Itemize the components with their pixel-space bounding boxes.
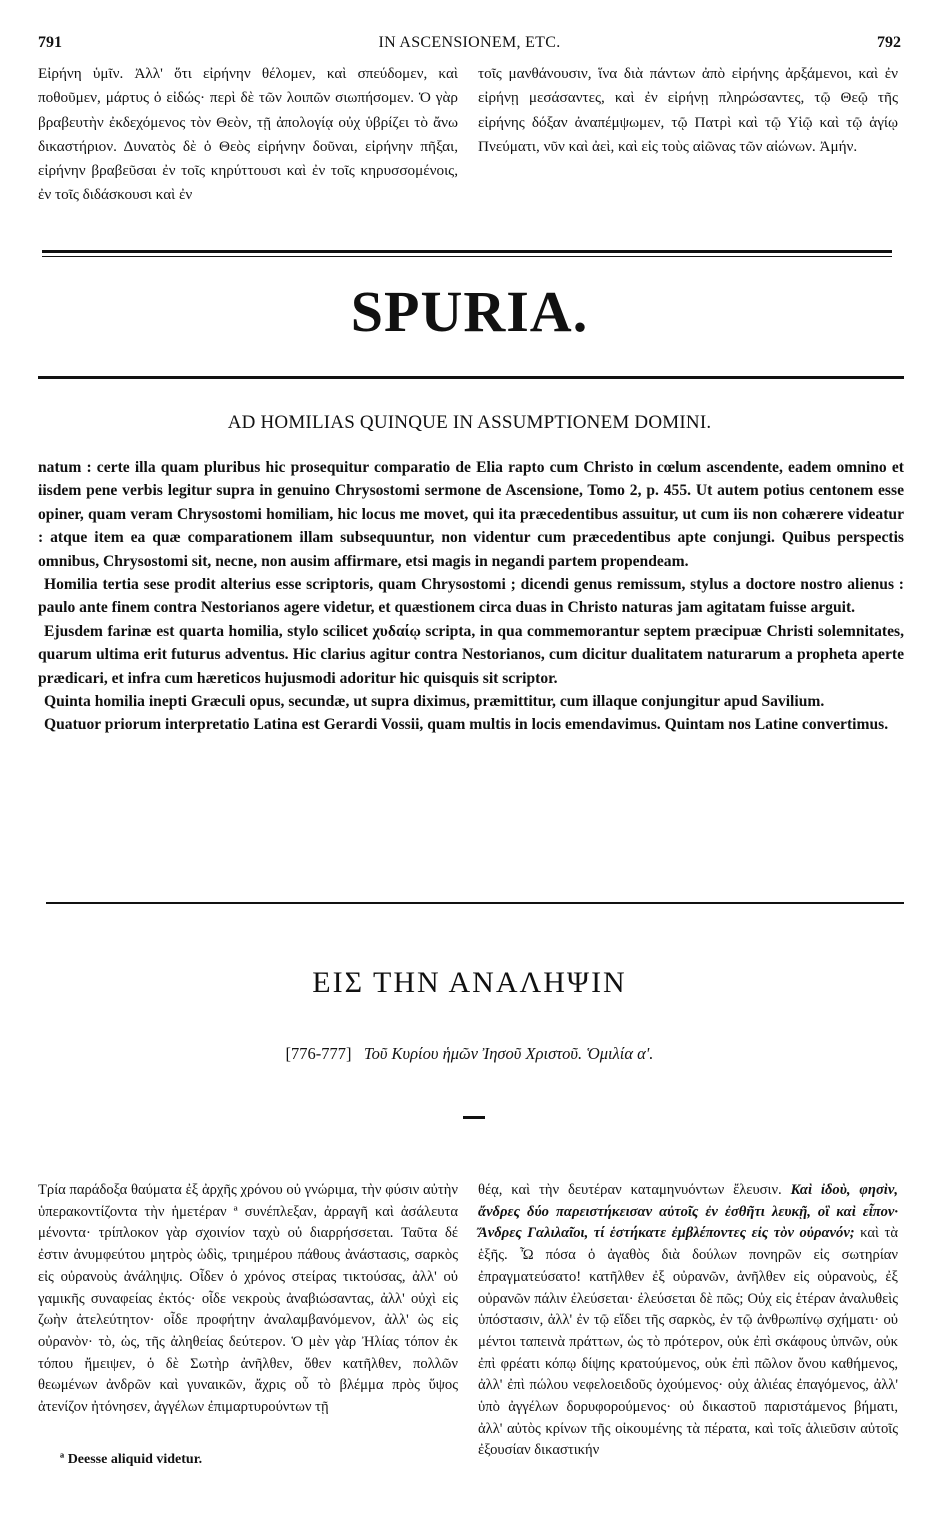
scripture-quote: Καὶ ἰδοὺ, φησὶν, ἄνδρες δύο παρειστήκεισαν αὐτοῖς ἐν ἐσθῆτι λευκῇ, οἳ καὶ εἶπον· Ἄνδρες Γαλιλαῖοι, τί ἑστήκατε ἐμβλέποντες εἰς τὸν οὐρανόν;	[478, 1182, 898, 1242]
bottom-right-column	[478, 1180, 898, 1462]
homily-subtitle-text: Τοῦ Κυρίου ἡμῶν Ἰησοῦ Χριστοῦ. Ὁμιλία α'.	[363, 1044, 654, 1063]
bottom-right-text-start: θέᾳ, καὶ τὴν δευτέραν καταμηνυόντων ἔλευσιν.	[478, 1182, 791, 1198]
section-title: SPURIA.	[350, 279, 589, 344]
bottom-left-text: Τρία παράδοξα θαύματα ἐξ ἀρχῆς χρόνου οὐ γνώριμα, τὴν φύσιν αὐτὴν ὑπερακοντίζοντα τὴν ἡμετέραν ª συνέπλεξαν, ἀρραγῆ καὶ ἀσάλευτα μένοντα· τρίπλοκον γὰρ σχοινίον ταχὺ οὐ διαρρήσσεται. Ταῦτα δέ ἐστιν ἀνυμφεύτου μητρὸς ὠδὶς, τριημέρου πάθους ἀνάστασις, σαρκὸς εἰς οὐρανοὺς ἀνάληψις. Οἶδεν ὁ χρόνος στείρας τικτούσας, ἀλλ' οὐ γαμικῆς συναφείας ἐκτός· οἶδε νεκροὺς ἀναβιώσαντας, ἀλλ' οὐχὶ εἰς ζωὴν ἀτελεύτητον· οἶδε προφήτην ἀναλαμβανόμενον, ἀλλ' ὡς εἰς οὐρανὸν· τὸ, ὡς, τῆς ἀληθείας δεύτερον. Ὁ μὲν γὰρ Ἠλίας τόπον ἐκ τόπου ἤμειψεν, ὁ δὲ Σωτὴρ ἀνῆλθεν, ὅθεν κατῆλθεν, πολλῶν θεωμένων ἀνδρῶν καὶ γυναικῶν, ἄχρις οὗ τὸ βλέμμα πρὸς ὕψος ἀτενίζον ἠτόνησεν, ἀγγέλων ἐπιμαρτυρούντων τῇ	[38, 1182, 458, 1416]
latin-paragraph: Homilia tertia sese prodit alterius esse scriptoris, quam Chrysostomi ; dicendi genus remissum, stylus a doctore nostro alienus : paulo ante finem contra Nestorianos agere videtur, et quæstionem circa duas in Christo naturas jam agitatam fuisse arguit.	[38, 576, 904, 617]
footnote: ª Deesse aliquid videtur.	[60, 1452, 203, 1467]
top-right-text: τοῖς μανθάνουσιν, ἵνα διὰ πάντων ἀπὸ εἰρήνης ἀρξάμενοι, καὶ ἐν εἰρήνῃ μεσάσαντες, καὶ ἐν εἰρήνῃ πληρώσαντες, τῷ Θεῷ τῆς εἰρήνης δόξαν ἀναπέμψωμεν, τῷ Πατρὶ καὶ τῷ Υἱῷ καὶ τῷ ἁγίῳ Πνεύματι, νῦν καὶ ἀεὶ, καὶ εἰς τοὺς αἰῶνας τῶν αἰώνων. Ἀμήν.	[478, 65, 898, 155]
divider-middle	[46, 902, 904, 904]
column-reference: [776-777]	[285, 1044, 352, 1063]
ornament-dash	[463, 1116, 485, 1119]
page-number-right: 792	[877, 34, 901, 51]
bottom-right-text-end: καὶ τὰ ἑξῆς. Ὦ πόσα ὁ ἀγαθὸς διὰ δούλων πονηρῶν εἰς σωτηρίαν ἐπραγματεύσατο! κατῆλθεν ἐξ οὐρανῶν, ἀνῆλθεν εἰς οὐρανοὺς, ἐξ οὐρανῶν πάλιν ἐλεύσεται· ἐλεύσεται δὲ πῶς; Οὐχ εἰς ἑτέραν ἀναλυθεὶς ὑπόστασιν, ἀλλ' ἐν τῷ εἴδει τῆς σαρκὸς, ἐν τῷ ἀνθρωπίνῳ σχήματι· οὐ μέντοι ταπεινὰ πράττων, ὡς τὸ πρότερον, οὐκ ἐπὶ σκάφους ὑπνῶν, οὐκ ἐπὶ φρέατι κόπῳ δίψης κρατούμενος, οὐκ ἐπὶ πῶλον ὄνου καθήμενος, ἀλλ' ἐπὶ πώλου νεφελοειδοῦς ὀχούμενος· οὐχ ἁλιέας ἐπαγόμενος, ἀλλ' ὑπὸ ἀγγέλων δορυφορούμενος· οὐ δικαστοῦ παριστάμενος βήματι, ἀλλ' αὐτὸς κρίνων τῆς οἰκουμένης τὰ πέρατα, καὶ τοῖς ἁλιεῦσιν αὐτοῖς ἐξουσίαν δικαστικήν	[478, 1225, 898, 1459]
bottom-right-paragraph	[478, 1180, 898, 1462]
divider-under-title	[38, 376, 904, 379]
section-subtitle: AD HOMILIAS QUINQUE IN ASSUMPTIONEM DOMINI.	[227, 412, 712, 433]
bottom-left-column	[38, 1180, 458, 1419]
latin-paragraph: Ejusdem farinæ est quarta homilia, stylo scilicet χυδαίῳ scripta, in qua commemorantur septem præcipuæ Christi solemnitates, quarum ultima erit futurus adventus. Hic clarius agitur contra Nestorianos, cum dicitur dualitatem naturarum a propheta aperte prædicari, et infra cum hæreticos hujusmodi adoritur hic quisquis sit scriptor.	[38, 622, 904, 687]
running-title: IN ASCENSIONEM, ETC.	[378, 34, 561, 51]
top-right-column	[478, 62, 898, 159]
page-number-left: 791	[38, 34, 62, 51]
running-head	[38, 34, 901, 56]
homily-subtitle	[0, 1044, 939, 1064]
latin-paragraph: Quatuor priorum interpretatio Latina est Gerardi Vossii, quam multis in locis emendavimus. Quintam nos Latine convertimus.	[44, 716, 889, 734]
homily-title: ΕΙΣ ΤΗΝ ΑΝΑΛΗΨΙΝ	[312, 966, 627, 999]
divider-top-thin	[42, 256, 892, 257]
divider-top-thick	[42, 250, 892, 253]
latin-paragraph: Quinta homilia inepti Græculi opus, secundæ, ut supra diximus, præmittitur, cum illaque conjungitur apud Savilium.	[44, 693, 825, 711]
top-left-column	[38, 62, 458, 208]
top-left-text: Εἰρήνη ὑμῖν. Ἀλλ' ὅτι εἰρήνην θέλομεν, καὶ σπεύδομεν, καὶ ποθοῦμεν, μάρτυς ὁ εἰδώς· περὶ δὲ τῶν λοιπῶν σιωπήσομεν. Ὁ γὰρ βραβευτὴν ἐκδεχόμενος τὸν Θεὸν, τῇ ἀπολογίᾳ οὐχ ὑβρίζει τὸ ἄνω δικαστήριον. Δυνατὸς δὲ ὁ Θεὸς εἰρήνην δοῦναι, εἰρήνην πῆξαι, εἰρήνην βραβεῦσαι ἐν τοῖς κηρύττουσι καὶ ἐν τοῖς κηρυσσομένοις, ἐν τοῖς διδάσκουσι καὶ ἐν	[38, 65, 458, 204]
latin-commentary	[38, 456, 904, 737]
latin-paragraph: natum : certe illa quam pluribus hic prosequitur comparatio de Elia rapto cum Christo in cœlum ascendente, eadem omnino et iisdem pene verbis legitur supra in genuino Chrysostomi sermone de Ascensione, Tomo 2, p. 455. Ut autem potius centonem esse opiner, quam veram Chrysostomi homiliam, hic locus me movet, qui ita præcedentibus assuitur, ut cum iis non cohærere videatur : atque item ea quæ comparationem illam subsequuntur, non videntur cum præcedentibus apte conjungi. Quibus perspectis omnibus, Chrysostomi sit, necne, non ausim affirmare, etsi magis in negandi partem propendeam.	[38, 459, 904, 570]
